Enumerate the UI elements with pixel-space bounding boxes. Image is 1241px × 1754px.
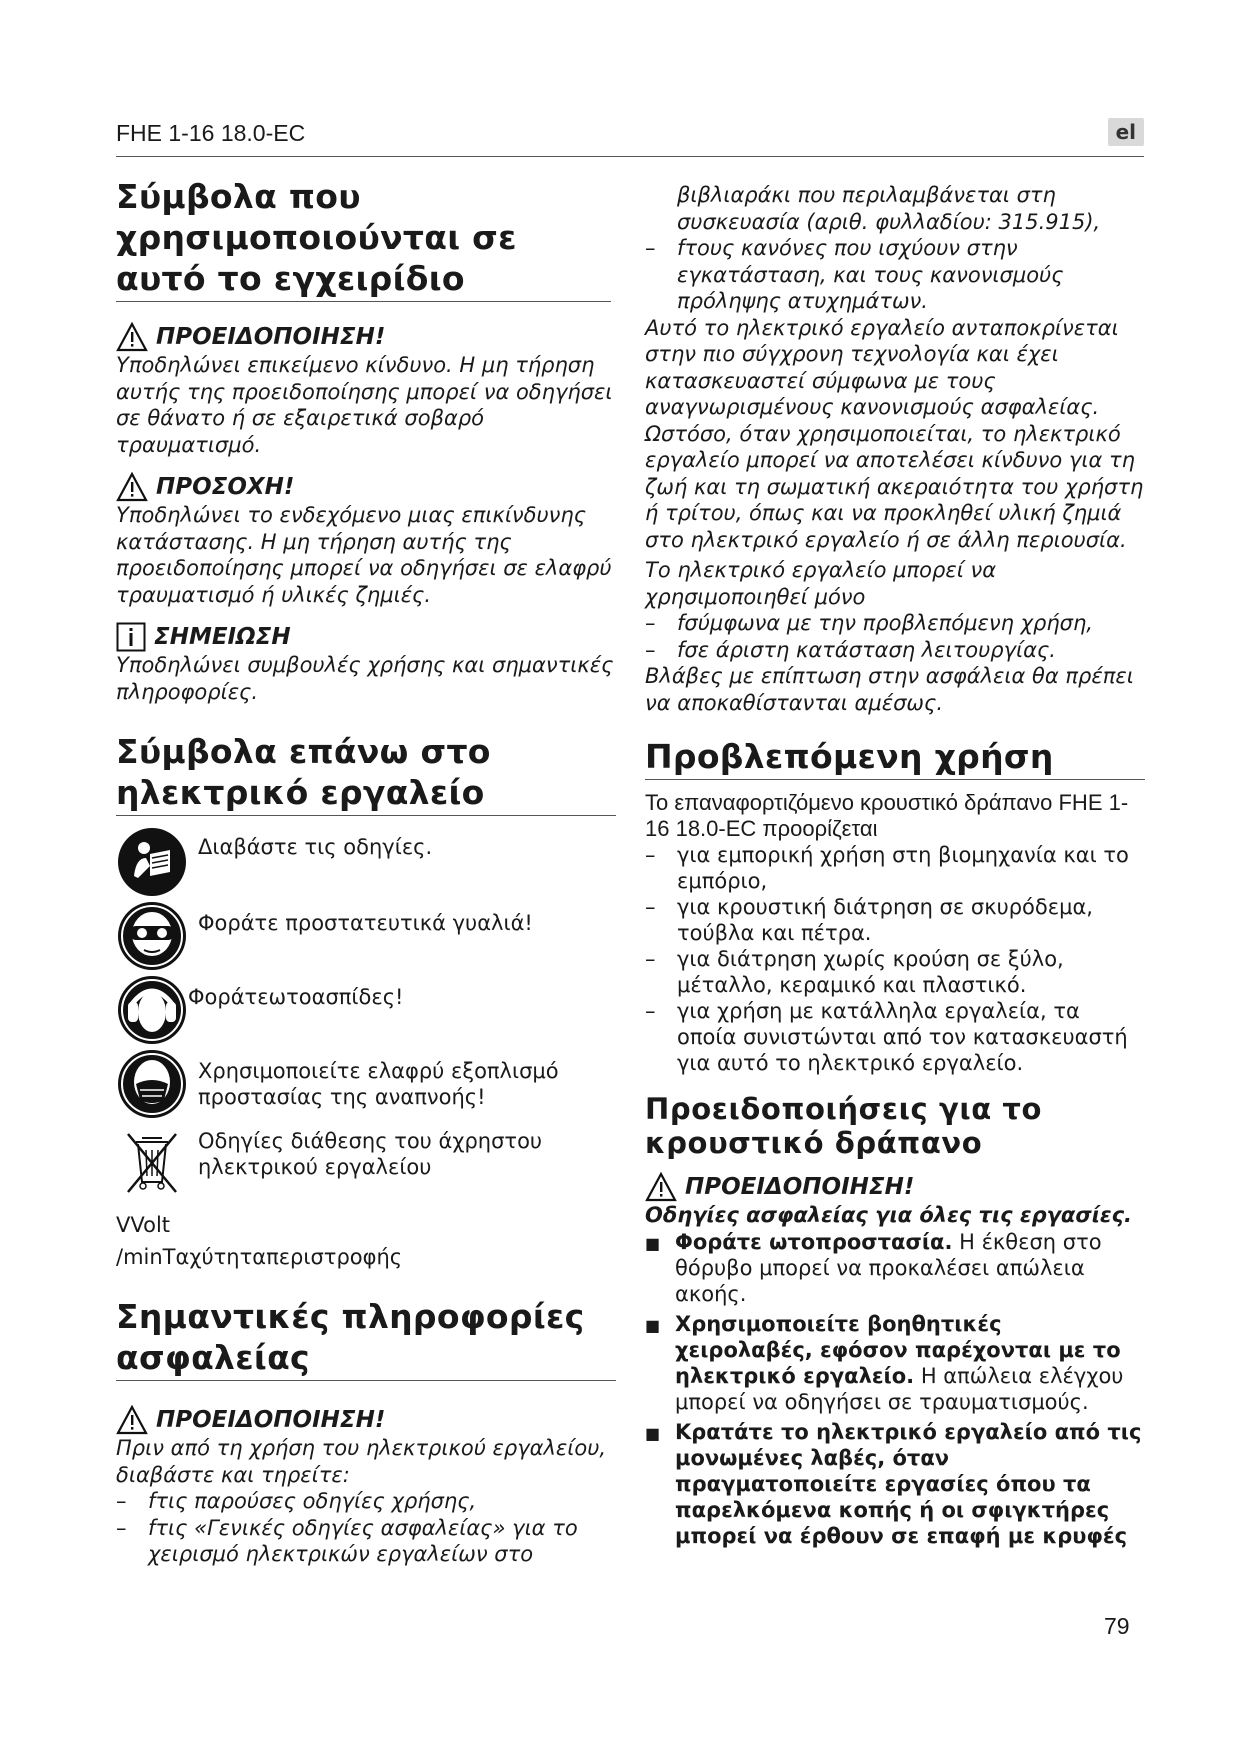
warning-triangle-icon [116, 472, 148, 502]
symbol-goggles [116, 900, 616, 972]
warning-text: Υποδηλώνει επικείμενο κίνδυνο. Η μη τήρηση αυτής της προειδοποίησης μπορεί να οδηγήσει σε θάνατο ή σε εξαιρετικά σοβαρό τραυματισμό. [116, 353, 613, 457]
warning2-item: – fτις «Γενικές οδηγίες ασφαλείας» για το χειρισμό ηλεκτρικών εργαλείων στο [116, 1515, 578, 1566]
heading-safety: Σημαντικές πληροφορίες ασφαλείας [116, 1296, 616, 1381]
tool-safety-paragraph: Αυτό το ηλεκτρικό εργαλείο ανταποκρίνεται στην πιο σύγχρονη τεχνολογία και έχει κατασκευαστεί σύμφωνα με τους αναγνωρισμένους κανονισμούς ασφαλείας. Ωστόσο, όταν χρησιμοποιείται, το ηλεκτρικό εργαλείο μπορεί να αποτελέσει κίνδυνο για τη ζωή και τη σωματική ακεραιότητα του χρήστη ή τρίτου, όπως και να προκληθεί υλική ζημιά στο ηλεκτρικό εργαλείο ή σε άλλη περιουσία. [645, 315, 1144, 552]
use-item: – για κρουστική διάτρηση σε σκυρόδεμα, τούβλα και πέτρα. [645, 895, 1093, 945]
warning3-label: ΠΡΟΕΙΔΟΠΟΙΗΣΗ! [685, 1174, 915, 1200]
page-header [116, 116, 1144, 157]
symbol-ear-text: Φοράτεωτοασπίδες! [188, 985, 404, 1009]
heading-intended-use: Προβλεπόμενη χρήση [645, 736, 1145, 780]
safety-goggles-icon [116, 900, 188, 972]
damage-paragraph: Βλάβες με επίπτωση στην ασφάλεια θα πρέπει να αποκαθίστανται αμέσως. [645, 664, 1134, 715]
note-label: ΣΗΜΕΙΩΣΗ [154, 624, 291, 650]
note-signal [116, 622, 616, 652]
rpm-line: /minΤαχύτηταπεριστροφής [116, 1245, 403, 1269]
usage-condition-intro: Το ηλεκτρικό εργαλείο μπορεί να χρησιμοποιηθεί μόνο [645, 558, 997, 609]
heading-drill-warnings: Προειδοποιήσεις για το κρουστικό δράπανο [645, 1092, 1043, 1160]
use-item: – για χρήση με κατάλληλα εργαλεία, τα οποία συνιστώνται από τον κατασκευαστή για αυτό το ηλεκτρικό εργαλείο. [645, 999, 1128, 1075]
doc-code: FHE 1-16 18.0-EC [116, 120, 306, 146]
continued-item: βιβλιαράκι που περιλαμβάνεται στη συσκευασία (αριθ. φυλλαδίου: 315.915), [677, 183, 1101, 234]
usage-condition: – fσε άριστη κατάσταση λειτουργίας. [645, 637, 1056, 662]
warning2-item: – fτις παρούσες οδηγίες χρήσης, [116, 1489, 477, 1513]
warning-triangle-icon [116, 322, 148, 352]
warning-triangle-icon [645, 1172, 677, 1202]
intended-intro: Το επαναφορτιζόμενο κρουστικό δράπανο FHE 1-16 18.0-EC προορίζεται [645, 790, 1129, 841]
continued-item: – fτους κανόνες που ισχύουν στην εγκατάσταση, και τους κανονισμούς πρόληψης ατυχημάτων. [645, 236, 1064, 313]
caution-signal [116, 472, 616, 502]
warning3-signal [645, 1172, 1145, 1202]
warning3-sub: Οδηγίες ασφαλείας για όλες τις εργασίες. [645, 1203, 1132, 1227]
usage-condition: – fσύμφωνα με την προβλεπόμενη χρήση, [645, 611, 1093, 635]
bullet-item: ■ Χρησιμοποιείτε βοηθητικές χειρολαβές, εφόσον παρέχονται με το ηλεκτρικό εργαλείο. Η απώλεια ελέγχου μπορεί να οδηγήσει σε τραυματισμούς. [645, 1311, 1124, 1414]
info-box-icon [116, 622, 146, 652]
warning2-signal [116, 1405, 616, 1435]
crossed-bin-icon [116, 1124, 188, 1196]
symbol-disposal-text: Οδηγίες διάθεσης του άχρηστου ηλεκτρικού εργαλείου [198, 1129, 543, 1179]
left-column [116, 176, 616, 1568]
use-item: – για διάτρηση χωρίς κρούση σε ξύλο, μέταλλο, κεραμικό και πλαστικό. [645, 947, 1064, 997]
page-number: 79 [1104, 1613, 1130, 1639]
symbol-mask-text: Χρησιμοποιείτε ελαφρύ εξοπλισμό προστασίας της αναπνοής! [198, 1059, 559, 1109]
note-text: Υποδηλώνει συμβουλές χρήσης και σημαντικές πληροφορίες. [116, 653, 614, 704]
warning-label: ΠΡΟΕΙΔΟΠΟΙΗΣΗ! [156, 324, 386, 350]
bullet-item: ■ Κρατάτε το ηλεκτρικό εργαλείο από τις μονωμένες λαβές, όταν πραγματοποιείτε εργασίες όπου τα παρελκόμενα κοπής ή οι σφιγκτήρες μπορεί να έρθουν σε επαφή με κρυφές [645, 1419, 1142, 1548]
bullet-item: ■ Φοράτε ωτοπροστασία. Η έκθεση στο θόρυβο μπορεί να προκαλέσει απώλεια ακοής. [645, 1229, 1102, 1306]
ear-protection-icon [116, 974, 188, 1046]
volt-line: VVolt [116, 1213, 171, 1237]
symbol-mask [116, 1048, 616, 1120]
caution-label: ΠΡΟΣΟΧΗ! [156, 474, 295, 500]
warning-signal [116, 322, 616, 352]
symbol-disposal [116, 1124, 616, 1196]
right-column [645, 182, 1145, 1549]
heading-symbols-manual: Σύμβολα που χρησιμοποιούνται σε αυτό το εγχειρίδιο [116, 176, 611, 302]
use-item: – για εμπορική χρήση στη βιομηχανία και το εμπόριο, [645, 843, 1129, 893]
dust-mask-icon [116, 1048, 188, 1120]
warning2-label: ΠΡΟΕΙΔΟΠΟΙΗΣΗ! [156, 1407, 386, 1433]
warning-triangle-icon [116, 1405, 148, 1435]
language-badge: el [1108, 118, 1144, 146]
warning2-intro: Πριν από τη χρήση του ηλεκτρικού εργαλείου, διαβάστε και τηρείτε: [116, 1436, 607, 1487]
heading-symbols-tool: Σύμβολα επάνω στο ηλεκτρικό εργαλείο [116, 731, 616, 816]
symbol-ear [116, 974, 616, 1046]
symbol-goggles-text: Φοράτε προστατευτικά γυαλιά! [198, 911, 533, 935]
symbol-read-text: Διαβάστε τις οδηγίες. [198, 835, 433, 859]
read-manual-icon [116, 826, 188, 898]
symbol-read [116, 826, 616, 898]
caution-text: Υποδηλώνει το ενδεχόμενο μιας επικίνδυνης κατάστασης. Η μη τήρηση αυτής της προειδοποίησης μπορεί να οδηγήσει σε ελαφρύ τραυματισμό ή υλικές ζημιές. [116, 503, 612, 607]
